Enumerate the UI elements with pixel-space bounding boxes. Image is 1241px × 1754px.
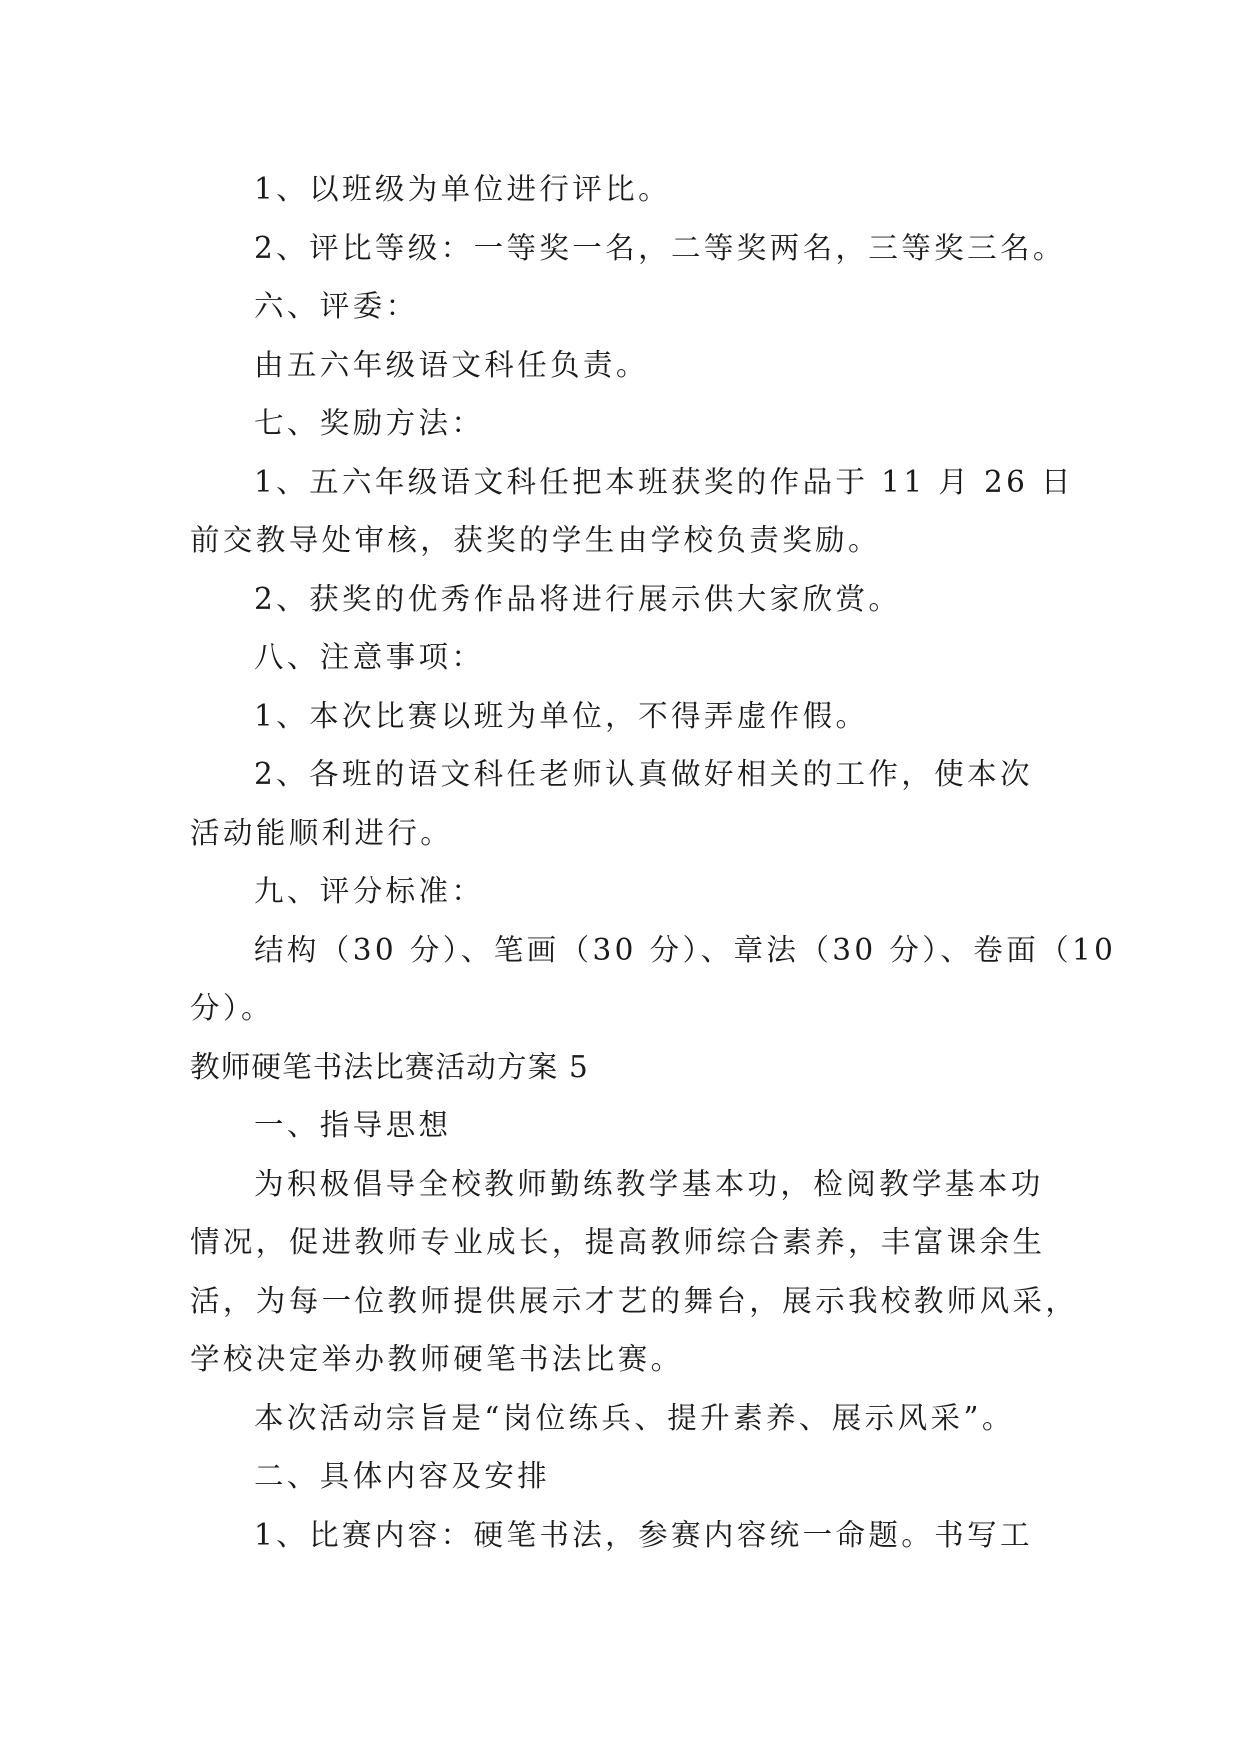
section-heading: 八、注意事项： <box>254 640 485 674</box>
section-heading: 二、具体内容及安排 <box>254 1459 551 1493</box>
paragraph-line: 2、获奖的优秀作品将进行展示供大家欣赏。 <box>254 581 902 616</box>
section-heading: 九、评分标准： <box>254 874 485 908</box>
paragraph-line: 由五六年级语文科任负责。 <box>254 347 649 382</box>
paragraph-line: 1、本次比赛以班为单位，不得弄虚作假。 <box>254 698 869 733</box>
paragraph-line: 1、以班级为单位进行评比。 <box>254 172 671 206</box>
section-heading: 六、评委： <box>254 289 419 323</box>
section-heading: 一、指导思想 <box>254 1108 452 1142</box>
paragraph-line: 1、五六年级语文科任把本班获奖的作品于 11 月 26 日 <box>254 464 1074 499</box>
paragraph-line: 2、评比等级：一等奖一名，二等奖两名，三等奖三名。 <box>254 230 1066 265</box>
document-title: 教师硬笔书法比赛活动方案 5 <box>190 1049 589 1084</box>
paragraph-line: 分）。 <box>190 991 274 1025</box>
paragraph-line: 结构（30 分）、笔画（30 分）、章法（30 分）、卷面（10 <box>254 932 1117 967</box>
paragraph-line: 1、比赛内容：硬笔书法，参赛内容统一命题。书写工 <box>254 1517 1033 1552</box>
paragraph-line: 前交教导处审核，获奖的学生由学校负责奖励。 <box>190 523 881 557</box>
paragraph-line: 情况，促进教师专业成长，提高教师综合素养，丰富课余生 <box>190 1225 1046 1259</box>
section-heading: 七、奖励方法： <box>254 406 485 440</box>
document-body <box>190 160 1117 1564</box>
paragraph-line: 活动能顺利进行。 <box>190 815 454 850</box>
paragraph-line: 活，为每一位教师提供展示才艺的舞台，展示我校教师风采， <box>190 1283 1079 1318</box>
paragraph-line: 为积极倡导全校教师勤练教学基本功，检阅教学基本功 <box>254 1166 1044 1201</box>
paragraph-line: 学校决定举办教师硬笔书法比赛。 <box>190 1342 684 1376</box>
paragraph-line: 2、各班的语文科任老师认真做好相关的工作，使本次 <box>254 757 1033 791</box>
paragraph-line: 本次活动宗旨是“岗位练兵、提升素养、展示风采”。 <box>254 1400 1015 1435</box>
